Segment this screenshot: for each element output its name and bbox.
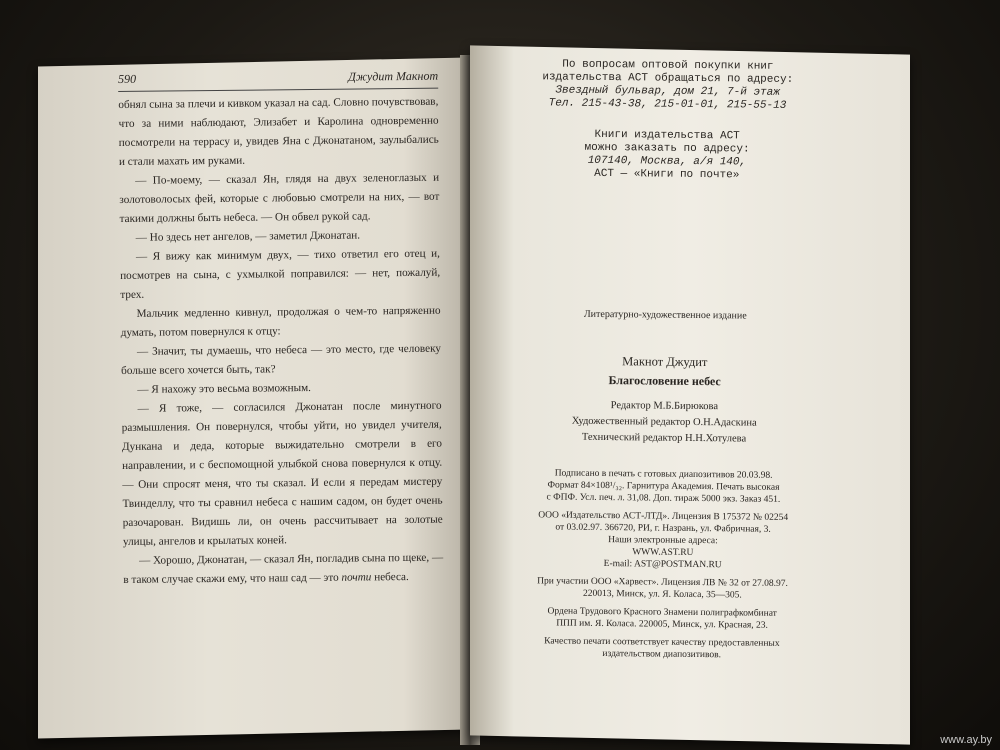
wholesale-block <box>507 58 828 113</box>
book-author: Макнот Джудит <box>622 354 708 370</box>
credit-line: Художественный редактор О.Н.Адаскина <box>571 415 757 429</box>
wholesale-address: Звездный бульвар, дом 21, 7-й этаж <box>555 84 780 99</box>
wholesale-line: издательства АСТ обращаться по адресу: <box>542 71 794 86</box>
order-address: 107140, Москва, а/я 140, <box>587 154 747 169</box>
page-number: 590 <box>118 71 137 86</box>
running-header <box>118 67 438 92</box>
right-page-text <box>502 58 828 662</box>
wholesale-phones: Тел. 215-43-38, 215-01-01, 215-55-13 <box>548 97 787 112</box>
paragraph: — По-моему, — сказал Ян, глядя на двух зеленоглазых и золотоволосых фей, которые с любовью смотрели на них, — вот такими должны быть небеса. — Он обвел рукой сад. <box>119 171 440 225</box>
printer-info <box>502 605 822 632</box>
emphasis-text: почти <box>341 571 372 584</box>
harvest-info <box>502 575 822 602</box>
printer-line: Ордена Трудового Красного Знамени полиграфкомбинат <box>547 606 777 619</box>
harvest-line: При участии ООО «Харвест». Лицензия ЛВ № 32 от 27.08.97. <box>537 576 788 589</box>
print-info <box>503 467 823 506</box>
email: E-mail: AST@POSTMAN.RU <box>603 559 722 571</box>
book-title: Благословение небес <box>608 373 721 389</box>
license-line: Наши электронные адреса: <box>608 535 718 547</box>
credit-line: Технический редактор Н.Н.Хотулева <box>581 431 747 445</box>
watermark-logo: www.ay.by <box>940 734 992 746</box>
quality-line: издательством диапозитивов. <box>602 649 722 661</box>
paragraph: — Я тоже, — согласился Джонатан после минутного размышления. Он повернулся, чтобы уйти, но увидел учителя, Дункана и деда, которые выжидательно смотрели в его направлении, и с беспомощной улыбкой снова повернулся к отцу. — Они спросят меня, что ты сказал. И если я передам мистеру Твинделлу, что ты сравнил небеса с нашим садом, он будет очень разочарован. Видишь ли, он очень рассчитывает на золотые улицы, ангелов и крылатых коней. <box>121 399 443 548</box>
print-line: Формат 84×108¹/₃₂. Гарнитура Академия. Печать высокая <box>547 480 780 493</box>
paragraph: — Значит, ты думаешь, что небеса — это место, где человеку больше всего хочется быть, так? <box>121 342 441 377</box>
paragraph-tail: небеса. <box>371 570 409 584</box>
order-address: АСТ — «Книги по почте» <box>594 167 740 182</box>
paragraph-text: — Хорошо, Джонатан, — сказал Ян, погладив сына по щеке, — в таком случае скажи ему, что наш сад — это <box>123 551 444 586</box>
order-block <box>507 128 828 183</box>
paragraph: — Я нахожу это весьма возможным. <box>137 381 311 396</box>
quality-line: Качество печати соответствует качеству предоставленных <box>544 636 780 649</box>
wholesale-line: По вопросам оптовой покупки книг <box>562 58 774 73</box>
license-info <box>503 509 824 572</box>
paragraph: — Но здесь нет ангелов, — заметил Джонатан. <box>135 229 361 244</box>
print-line: Подписано в печать с готовых диапозитивов 20.03.98. <box>554 468 773 481</box>
left-page-text <box>118 67 443 590</box>
running-head-author: Джудит Макнот <box>348 68 439 84</box>
license-line: от 03.02.97. 366720, РИ, г. Назрань, ул. Фабричная, 3. <box>555 522 771 535</box>
quality-note <box>502 635 822 662</box>
order-line: Книги издательства АСТ <box>594 128 740 143</box>
paragraph: обнял сына за плечи и кивком указал на сад. Словно почувствовав, что за ними наблюдают, Элизабет и Каролина одновременно посмотрели на террасу и, увидев Яна с Джонатаном, заулыбались и стали махать им руками. <box>118 95 439 168</box>
harvest-line: 220013, Минск, ул. Я. Коласа, 35—305. <box>582 588 742 601</box>
order-line: можно заказать по адресу: <box>584 141 750 156</box>
paragraph: — Я вижу как минимум двух, — тихо ответил его отец и, посмотрев на сына, с ухмылкой поправился: — нет, пожалуй, трех. <box>120 247 441 301</box>
genre-line: Литературно-художественное издание <box>583 308 747 322</box>
paragraph-last <box>123 549 443 590</box>
paragraph: Мальчик медленно кивнул, продолжая о чем-то напряженно думать, потом повернулся к отцу: <box>120 304 441 339</box>
credits <box>504 397 824 448</box>
credit-line: Редактор М.Б.Бирюкова <box>610 400 719 413</box>
website: WWW.AST.RU <box>632 547 694 558</box>
printer-line: ППП им. Я. Коласа. 220005, Минск, ул. Красная, 23. <box>556 618 768 631</box>
print-line: с ФПФ. Усл. печ. л. 31,08. Доп. тираж 5000 экз. Заказ 451. <box>546 492 781 505</box>
license-line: ООО «Издательство АСТ-ЛТД». Лицензия В 175372 № 02254 <box>538 510 789 523</box>
